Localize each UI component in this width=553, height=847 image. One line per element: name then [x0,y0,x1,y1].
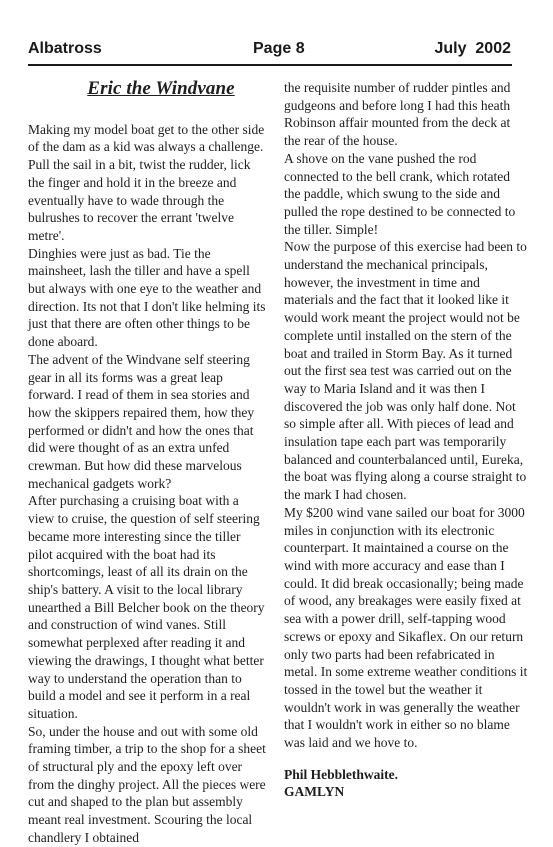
article-paragraph: the requisite number of rudder pintles and gudgeons and before long I had this heath Robinson affair mounted from the deck at the rear of the house. [284,80,511,149]
publication-name: Albatross [28,40,102,57]
article-title: Eric the Windvane [87,78,235,99]
right-column [284,79,529,800]
left-column [28,80,268,847]
page-number: Page 8 [253,40,305,57]
issue-date: July 2002 [434,40,511,57]
article-paragraph: A shove on the vane pushed the rod connected to the bell crank, which rotated the paddle, which swung to the side and pulled the rope destined to be connected to the tiller. Simple! [284,150,516,237]
article-paragraph: After purchasing a cruising boat with a view to cruise, the question of self steering became more interesting since the tiller pilot acquired with the boat had its shortcomings, least of all its drain on the ship's battery. A visit to the local library unearthed a Bill Belcher book on the theory and construction of wind vanes. Still somewhat perplexed after reading it and viewing the drawings, I thought what better way to understand the operation than to build a model and see it perform in a real situation. [28,493,265,721]
article-paragraph: Dinghies were just as bad. Tie the mainsheet, lash the tiller and have a spell but always with one eye to the weather and direction. Its not that I don't like helming its just that there are often other things to be done aboard. [28,245,266,350]
author-signature [284,766,529,800]
article-paragraph: Making my model boat get to the other side of the dam as a kid was always a challenge. Pull the sail in a bit, twist the rudder, lick the finger and hold it in the breeze and eventually have to wade through the bulrushes to recover the errant 'twelve metre'. [28,121,265,243]
header-rule [28,64,512,66]
author-boat: GAMLYN [284,783,345,799]
article-paragraph: My $200 wind vane sailed our boat for 3000 miles in conjunction with its electronic counterpart. It maintained a course on the wind with more accuracy and ease than I could. It did break occasionally; being made of wood, any breakages were easily fixed at sea with a power drill, self-tapping wood screws or epoxy and Sikaflex. On our return only two parts had been refabricated in metal. In some extreme weather conditions it tossed in the towel but the weather it wouldn't work in was generally the weather that I wouldn't work in either so no blame was laid and we hove to. [284,504,528,751]
article-paragraph: The advent of the Windvane self steering gear in all its forms was a great leap forward. I read of them in sea stories and how the skippers repaired them, how they performed or didn't and how the ones that did were thought of as an extra unfed crewman. But how did these marvelous mechanical gadgets work? [28,351,255,491]
author-name: Phil Hebblethwaite. [284,766,398,782]
page-header [28,40,511,64]
article-paragraph: Now the purpose of this exercise had been to understand the mechanical principals, however, the investment in time and materials and the fact that it looked like it would work meant the project would not be complete until installed on the stern of the boat and trailed in Storm Bay. As it turned out the first sea test was carried out on the way to Maria Island and it was then I discovered the job was only half done. Not so simple after all. With pieces of lead and insulation tape each part was temporarily balanced and counterbalanced until, Eureka, the boat was flying along a course straight to the mark I had chosen. [284,239,527,503]
article-paragraph: So, under the house and out with some old framing timber, a trip to the shop for a sheet of structural ply and the epoxy left over from the dinghy project. All the pieces were cut and shaped to the plan but assembly meant real investment. Scouring the local chandlery I obtained [28,723,266,845]
